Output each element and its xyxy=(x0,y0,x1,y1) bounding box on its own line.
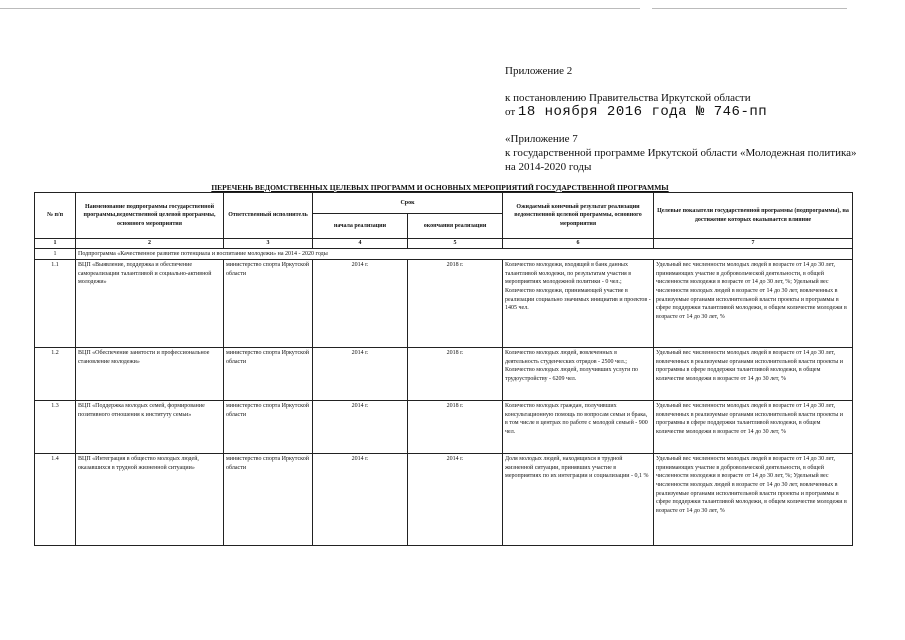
row-result: Доля молодых людей, находящихся в трудной жизненной ситуации, принявших участие в мероприятиях по их интеграции и социализации - 0,1 % xyxy=(503,454,654,546)
row-executor: министерство спорта Иркутской области xyxy=(224,348,313,401)
programs-table xyxy=(34,192,853,546)
column-number: 5 xyxy=(408,239,503,249)
table-row xyxy=(35,348,853,401)
row-executor: министерство спорта Иркутской области xyxy=(224,260,313,348)
top-border-line xyxy=(0,8,640,9)
row-start: 2014 г. xyxy=(313,348,408,401)
table-row xyxy=(35,401,853,454)
col-header-name: Наименование подпрограммы государственной программы,ведомственной целевой программы, основного мероприятия xyxy=(76,193,224,239)
subprogram-title: Подпрограмма «Качественное развитие потенциала и воспитание молодежи» на 2014 - 2020 годы xyxy=(76,248,853,260)
row-num: 1.1 xyxy=(35,260,76,348)
appendix7-label: «Приложение 7 xyxy=(505,133,578,145)
row-name: ВЦП «Интеграция в общество молодых людей, оказавшихся в трудной жизненной ситуации» xyxy=(76,454,224,546)
column-number: 6 xyxy=(503,239,654,249)
col-header-end: окончания реализации xyxy=(408,214,503,239)
resolution-reference: к постановлению Правительства Иркутской области xyxy=(505,92,751,104)
row-num: 1.2 xyxy=(35,348,76,401)
row-indicators: Удельный вес численности молодых людей в возрасте от 14 до 30 лет, принимающих участие в добровольческой деятельности, в общей численности молодежи в возрасте от 14 до 30 лет, %; Удельный вес численности молодых людей в возрасте от 14 до 30 лет, вовлеченных в реализуемые органами исполнительной власти проекты и программы в сфере поддержки талантливой молодежи, в общем количестве молодежи в возрасте от 14 до 30 лет, % xyxy=(654,454,853,546)
row-name: ВЦП «Обеспечение занятости и профессиональное становление молодежи» xyxy=(76,348,224,401)
column-number: 4 xyxy=(313,239,408,249)
row-end: 2018 г. xyxy=(408,260,503,348)
document-title: ПЕРЕЧЕНЬ ВЕДОМСТВЕННЫХ ЦЕЛЕВЫХ ПРОГРАММ И ОСНОВНЫХ МЕРОПРИЯТИЙ ГОСУДАРСТВЕННОЙ ПРОГРАММЫ xyxy=(211,183,669,192)
table-row xyxy=(35,260,853,348)
row-end: 2018 г. xyxy=(408,401,503,454)
row-start: 2014 г. xyxy=(313,260,408,348)
row-name: ВЦП «Поддержка молодых семей, формирование позитивного отношения к институту семьи» xyxy=(76,401,224,454)
document-header xyxy=(505,64,885,174)
column-number: 1 xyxy=(35,239,76,249)
col-header-indicators: Целевые показатели государственной программы (подпрограммы), на достижение которых оказывается влияние xyxy=(654,193,853,239)
col-header-result: Ожидаемый конечный результат реализации ведомственной целевой программы, основного мероприятия xyxy=(503,193,654,239)
col-header-term: Срок xyxy=(313,193,503,214)
row-indicators: Удельный вес численности молодых людей в возрасте от 14 до 30 лет, принимающих участие в добровольческой деятельности, в общей численности молодежи в возрасте от 14 до 30 лет, %; Удельный вес численности молодых людей в возрасте от 14 до 30 лет, вовлеченных в реализуемые органами исполнительной власти проекты и программы в сфере поддержки талантливой молодежи, в общем количестве молодежи в возрасте от 14 до 30 лет, % xyxy=(654,260,853,348)
top-border-line-right xyxy=(652,8,847,9)
col-header-start: начала реализации xyxy=(313,214,408,239)
row-num: 1.3 xyxy=(35,401,76,454)
program-reference-line2: на 2014-2020 годы xyxy=(505,161,592,173)
column-number: 2 xyxy=(76,239,224,249)
row-executor: министерство спорта Иркутской области xyxy=(224,401,313,454)
row-result: Количество молодых граждан, получивших консультационную помощь по вопросам семьи и брака, в том числе в центрах по работе с молодой семьей - 900 чел. xyxy=(503,401,654,454)
row-result: Количество молодежи, входящей в банк данных талантливой молодежи, по результатам участия в мероприятиях молодежной политики - 0 чел.; Количество молодежи, принимающей участие в реализации социально значимых инициатив и проектов - 1405 чел. xyxy=(503,260,654,348)
subprogram-num: 1 xyxy=(35,248,76,260)
col-header-num: № п/п xyxy=(35,193,76,239)
row-name: ВЦП «Выявление, поддержка и обеспечение самореализации талантливой и социально-активной молодежи» xyxy=(76,260,224,348)
subprogram-row xyxy=(35,248,853,260)
row-num: 1.4 xyxy=(35,454,76,546)
column-number: 7 xyxy=(654,239,853,249)
row-start: 2014 г. xyxy=(313,454,408,546)
row-end: 2018 г. xyxy=(408,348,503,401)
table-row xyxy=(35,454,853,546)
col-header-executor: Ответственный исполнитель xyxy=(224,193,313,239)
resolution-date-line xyxy=(505,105,885,119)
row-start: 2014 г. xyxy=(313,401,408,454)
column-number: 3 xyxy=(224,239,313,249)
row-indicators: Удельный вес численности молодых людей в возрасте от 14 до 30 лет, вовлеченных в реализуемые органами исполнительной власти проекты и программы в сфере поддержки талантливой молодежи, в общем количестве молодежи в возрасте от 14 до 30 лет, % xyxy=(654,348,853,401)
program-reference-line1: к государственной программе Иркутской области «Молодежная политика» xyxy=(505,147,857,159)
column-numbers-row xyxy=(35,239,853,249)
from-prefix: от xyxy=(505,106,516,118)
table-header-row xyxy=(35,193,853,214)
resolution-date-number: 18 ноября 2016 года № 746-пп xyxy=(517,104,768,120)
row-executor: министерство спорта Иркутской области xyxy=(224,454,313,546)
row-result: Количество молодых людей, вовлеченных в деятельность студенческих отрядов - 2500 чел.; Количество молодых людей, получивших услуги по трудоустройству - 6209 чел. xyxy=(503,348,654,401)
appendix-label: Приложение 2 xyxy=(505,65,573,77)
row-end: 2014 г. xyxy=(408,454,503,546)
row-indicators: Удельный вес численности молодых людей в возрасте от 14 до 30 лет, вовлеченных в реализуемые органами исполнительной власти проекты и программы в сфере поддержки талантливой молодежи, в общем количестве молодежи в возрасте от 14 до 30 лет, % xyxy=(654,401,853,454)
